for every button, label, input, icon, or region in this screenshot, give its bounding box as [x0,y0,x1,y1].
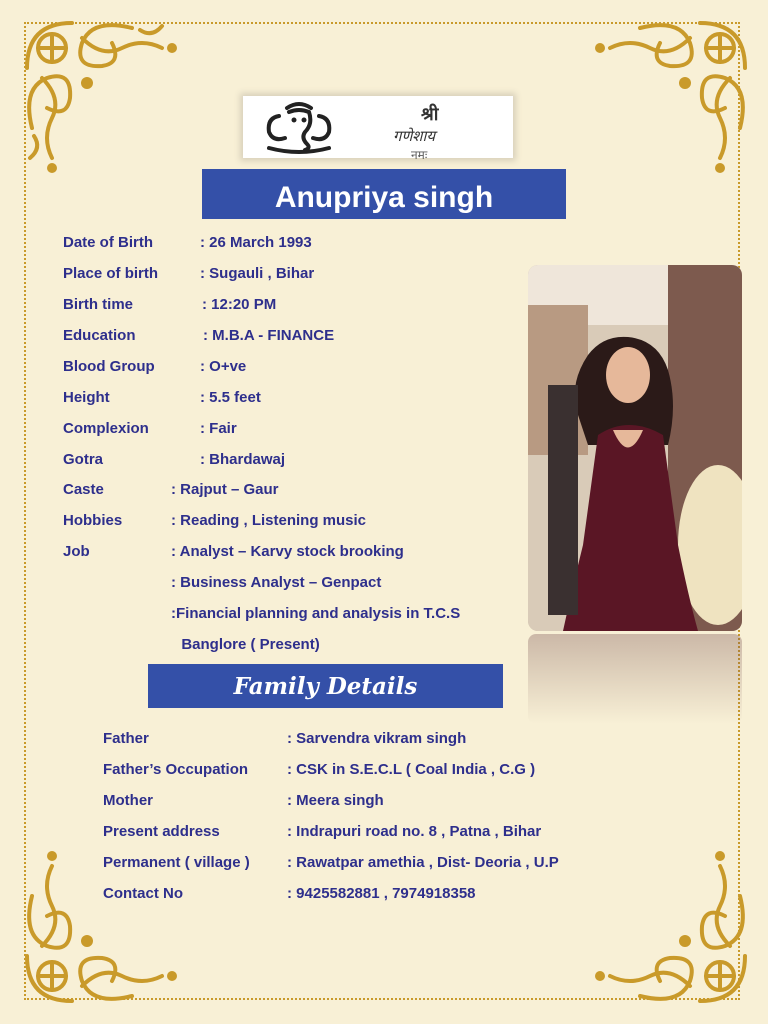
ganesh-logo-box [243,96,513,162]
family-value: : Rawatpar amethia , Dist- Deoria , U.P [287,854,559,871]
family-value: : Indrapuri road no. 8 , Patna , Bihar [287,823,542,840]
logo-text [393,102,438,163]
logo-line-ganeshay: गणेशाय [393,127,436,145]
detail-label: Complexion [63,420,149,437]
detail-label: Gotra [63,451,104,468]
detail-label: Birth time [63,296,134,313]
family-label: Permanent ( village ) [103,854,250,871]
detail-label: Hobbies [63,512,123,529]
detail-value: Banglore ( Present) [173,636,320,653]
family-label: Present address [103,823,220,840]
detail-label: Education [63,327,136,344]
detail-value: : Rajput – Gaur [171,481,279,498]
detail-value: : Business Analyst – Genpact [171,574,382,591]
detail-label: Place of birth [63,265,159,282]
family-label: Mother [103,792,153,809]
detail-value: : Bhardawaj [200,451,286,468]
ganesh-icon [249,98,349,156]
detail-value: : Analyst – Karvy stock brooking [171,543,404,560]
family-details-banner: Family Details [148,664,503,708]
name-banner: Anupriya singh [202,169,566,219]
detail-label: Date of Birth [63,234,153,251]
detail-value: : Reading , Listening music [171,512,367,529]
detail-value: : O+ve [200,358,247,375]
detail-label: Blood Group [63,358,155,375]
logo-line-shri: श्री [421,104,439,125]
corner-ornament-top-right [580,8,760,188]
detail-value: : M.B.A - FINANCE [203,327,335,344]
detail-value: : Fair [200,420,237,437]
detail-label: Caste [63,481,104,498]
detail-label: Job [63,543,90,560]
detail-label: Height [63,389,110,406]
detail-value: : 26 March 1993 [200,234,312,251]
detail-value: : Sugauli , Bihar [200,265,315,282]
family-value: : CSK in S.E.C.L ( Coal India , C.G ) [287,761,536,778]
corner-ornament-bottom-right [580,836,760,1016]
family-label: Father’s Occupation [103,761,249,778]
photo-reflection [528,634,742,724]
family-label: Father [103,730,149,747]
detail-value: : 5.5 feet [200,389,261,406]
family-value: : Sarvendra vikram singh [287,730,467,747]
logo-line-namah: नमः [411,148,428,162]
family-value: : Meera singh [287,792,384,809]
profile-photo [528,265,742,631]
corner-ornament-top-left [12,8,192,188]
family-label: Contact No [103,885,183,902]
detail-value: : 12:20 PM [202,296,277,313]
detail-value: :Financial planning and analysis in T.C.S [171,605,461,622]
family-value: : 9425582881 , 7974918358 [287,885,476,902]
